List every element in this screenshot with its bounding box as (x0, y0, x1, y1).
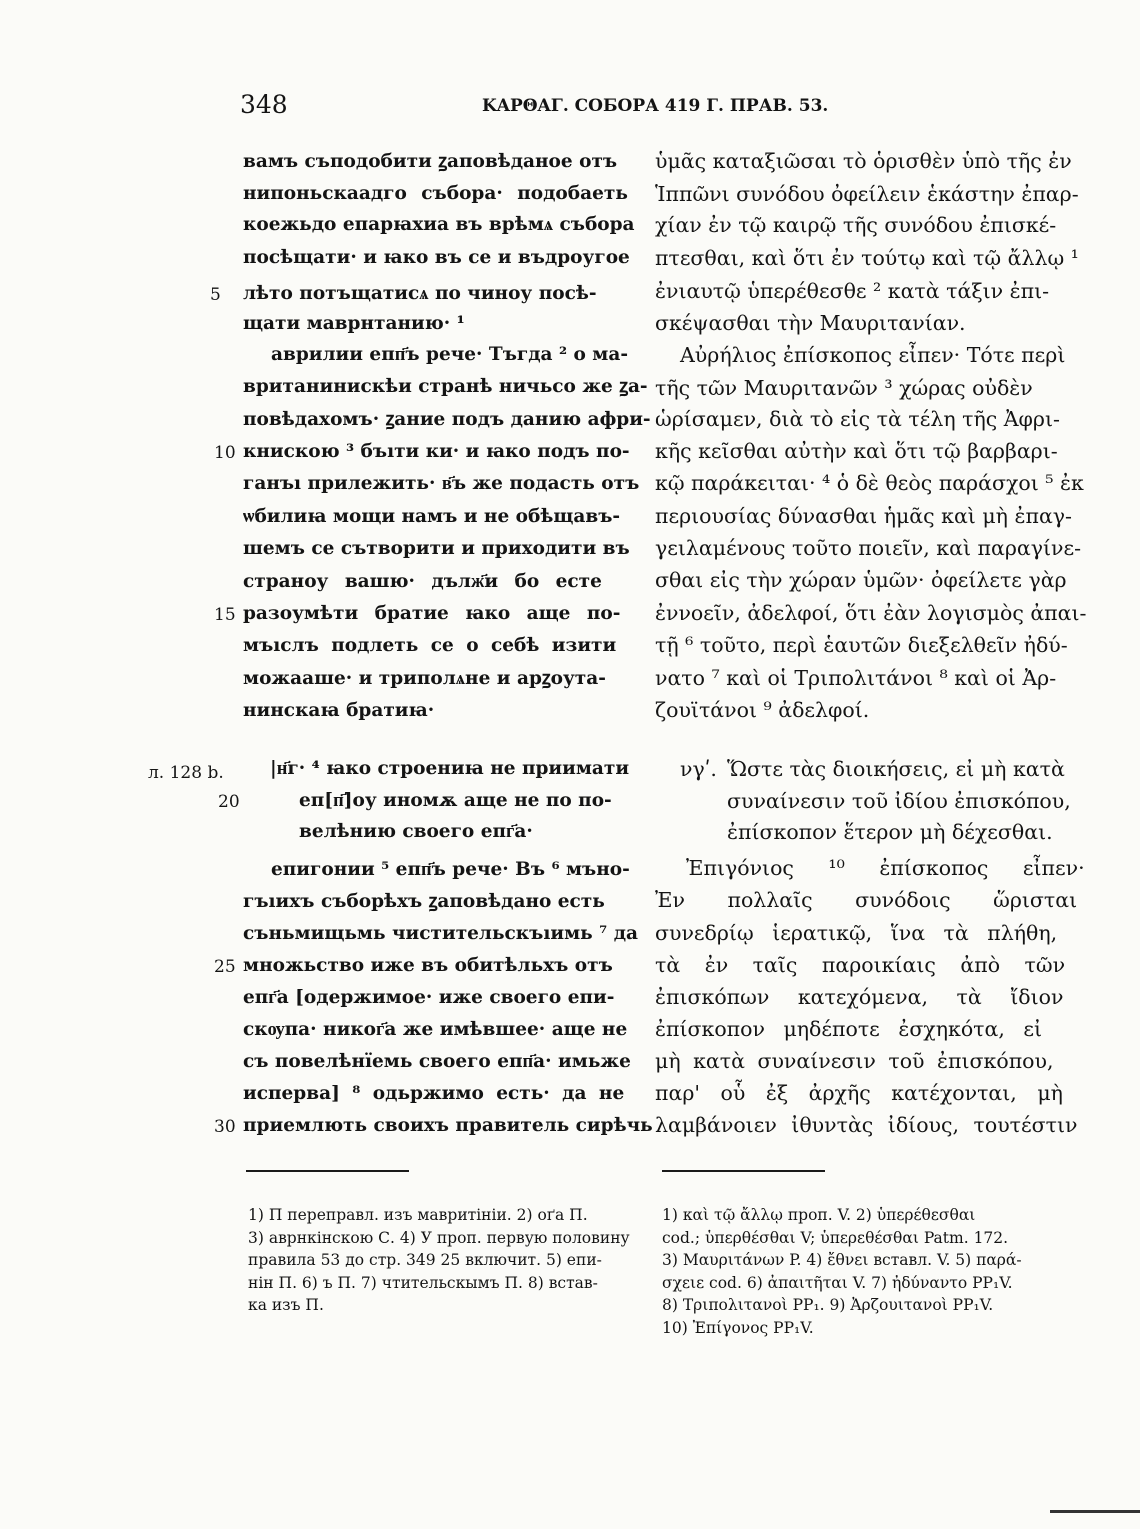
greek-line: σκέψασθαι τὴν Μαυριτανίαν. (655, 311, 966, 335)
greek-line: κῷ παράκειται· ⁴ ὁ δὲ θεὸς παράσχοι ⁵ ἐκ (655, 471, 1084, 495)
slavonic-line: множьство иже въ обитѣльхъ отъ (243, 955, 613, 976)
greek-line: μὴ κατὰ συναίνεσιν τοῦ ἐπισκόπου, (655, 1049, 1054, 1073)
slavonic-line: ганъı прилежить· в҃ъ же подасть отъ (243, 473, 640, 494)
line-number: 20 (218, 792, 240, 812)
slavonic-line: аврилии епп҃ъ рече· Тъгда ² о ма- (271, 344, 629, 365)
slavonic-section-heading: велѣнию своего епг҃а· (299, 821, 533, 842)
slavonic-line: посѣщати· и ꙗко въ се и въдроугое (243, 247, 630, 268)
greek-line: παρ' οὗ ἐξ ἀρχῆς κατέχονται, μὴ (655, 1081, 1063, 1105)
greek-line: χίαν ἐν τῷ καιρῷ τῆς συνόδου ἐπισκέ- (655, 213, 1057, 237)
footnotes-left (248, 1204, 633, 1317)
greek-line: ὑμᾶς καταξιῶσαι τὸ ὁρισθὲν ὑπὸ τῆς ἐν (655, 149, 1072, 173)
footnote-line: 1) καὶ τῷ ἄλλῳ проп. V. 2) ὑπερέθεσθαι (662, 1206, 976, 1224)
slavonic-line: вританинискѣи стpанѣ ничьсо же ꙁа- (243, 376, 648, 397)
slavonic-line: гъıихъ съборѣхъ ꙁаповѣдано есть (243, 891, 605, 912)
slavonic-line: ѡбилиꙗ мощи намъ и не обѣщавъ- (243, 506, 621, 527)
slavonic-line: приемлють своихъ правитель сирѣчь (243, 1115, 653, 1136)
greek-line: ἐπίσκοπον μηδέποτε ἐσχηκότα, εἰ (655, 1017, 1043, 1041)
greek-section-heading: ἐπίσκοπον ἕτερον μὴ δέχεσθαι. (727, 820, 1053, 844)
slavonic-line: книскою ³ бъıти ки· и ꙗко подъ по- (243, 441, 630, 462)
slavonic-line: нипоньскаадго съборa· подобаеть (243, 183, 628, 204)
footnote-line: σχειε cod. 6) ἀπαιτῆται V. 7) ἠδύναντο PP₁V. (662, 1273, 1013, 1292)
greek-section-heading: Ὥστε τὰς διοικήσεις, εἰ μὴ κατὰ (727, 757, 1065, 781)
slavonic-section-heading: еп[п҃]оу иномѫ аще не по по- (299, 790, 612, 811)
greek-line: ζουϊτάνοι ⁹ ἀδελφοί. (655, 698, 870, 722)
greek-line: ὡρίσαμεν, διὰ τὸ εἰς τὰ τέλη τῆς Ἀφρι- (655, 407, 1060, 431)
slavonic-line: разоумѣти братие ꙗко аще по- (243, 603, 621, 624)
greek-section-heading: συναίνεσιν τοῦ ἰδίου ἐπισκόπου, (727, 789, 1071, 813)
slavonic-line: съ повелѣнїемь своего епп҃а· имьже (243, 1051, 631, 1072)
slavonic-line: коежьдо епарꙗхиа въ врѣмѧ събора (243, 214, 635, 235)
slavonic-line: лѣто потъщатиcѧ по чиноу посѣ- (243, 283, 597, 304)
greek-line: ἐνιαυτῷ ὑπερέθεσθε ² κατὰ τάξιν ἐπι- (655, 279, 1050, 303)
slavonic-line: скѹпа· никог҃а же имѣвшее· аще не (243, 1019, 628, 1040)
line-number: 30 (214, 1117, 236, 1137)
footnote-line: 3) Μαυριτάνων P. 4) ἔθνει вставл. V. 5) παρά- (662, 1251, 1022, 1269)
footnote-rule-left (246, 1170, 409, 1172)
slavonic-line: мъıслъ подлеть се о себѣ изити (243, 635, 617, 656)
footnote-rule-right (662, 1170, 825, 1172)
slavonic-line: вамъ съподобити ꙁаповѣданое отъ (243, 151, 618, 172)
greek-section-number: νγʹ. (680, 757, 717, 781)
footnote-line: ка изъ П. (248, 1296, 324, 1314)
footnote-line: нін П. 6) ъ П. 7) чтительскымъ П. 8) встав- (248, 1273, 598, 1292)
page-number: 348 (240, 90, 288, 119)
slavonic-line: можааше· и триполѧне и арꙁоута- (243, 668, 606, 689)
footnote-line: 8) Τριπολιτανοὶ PP₁. 9) Ἀρζουιτανοὶ PP₁V. (662, 1296, 994, 1314)
line-number: 25 (214, 957, 236, 977)
slavonic-line: съньмищьмь чистительскъıимь ⁷ да (243, 923, 639, 944)
greek-line: Ἐπιγόνιος ¹⁰ ἐπίσκοπος εἶπεν· (686, 856, 1085, 880)
greek-line: τῇ ⁶ τοῦτο, περὶ ἑαυτῶν διεξελθεῖν ἠδύ- (655, 633, 1068, 657)
footnote-line: 1) П перепpавл. изъ мавритініи. 2) оґа П. (248, 1206, 588, 1224)
greek-line: περιουσίας δύνασθαι ἡμᾶς καὶ μὴ ἐπαγ- (655, 504, 1072, 528)
greek-line: ἐννοεῖν, ἀδελφοί, ὅτι ἐὰν λογισμὸς ἀπαι- (655, 601, 1087, 625)
footnote-line: правила 53 до стр. 349 25 включит. 5) епи- (248, 1251, 602, 1269)
slavonic-section-heading: |н҃г· ⁴ ꙗко строениꙗ не приимати (270, 758, 630, 779)
slavonic-line: щати маврнтанию· ¹ (243, 313, 465, 334)
slavonic-line: епигонии ⁵ епп҃ъ рече· Въ ⁶ мъно- (271, 859, 630, 880)
greek-line: σθαι εἰς τὴν χώραν ὑμῶν· ὀφείλετε γὰρ (655, 568, 1067, 592)
greek-line: ἐπισκόπων κατεχόμενα, τὰ ἴδιον (655, 985, 1064, 1009)
footnotes-right (662, 1204, 1052, 1339)
greek-line: Ἐν πολλαῖς συνόδοις ὥρισται (655, 888, 1078, 912)
slavonic-line: шемъ се сътворити и прихoдити въ (243, 538, 630, 559)
slavonic-line: епг҃а [одержимое· иже своего епи- (243, 987, 615, 1008)
slavonic-line: нинскаꙗ братиꙗ· (243, 700, 435, 721)
scan-edge-mark (1050, 1510, 1140, 1513)
greek-line: γειλαμένους τοῦτο ποιεῖν, καὶ παραγίνε- (655, 536, 1082, 560)
greek-line: τῆς τῶν Μαυριτανῶν ³ χώρας οὐδὲν (655, 376, 1033, 400)
slavonic-line: страноу вашю· дълж҃и бо есте (243, 571, 602, 592)
greek-line: πτεσθαι, καὶ ὅτι ἐν τούτῳ καὶ τῷ ἄλλῳ ¹ (655, 246, 1079, 270)
footnote-line: cod.; ὑπερθέσθαι V; ὑπερεθέσθαι Patm. 172. (662, 1228, 1009, 1247)
greek-line: τὰ ἐν ταῖς παροικίαις ἀπὸ τῶν (655, 953, 1066, 977)
line-number: 15 (214, 605, 236, 625)
line-number: 5 (210, 285, 221, 305)
footnote-line: 10) Ἐπίγονος PP₁V. (662, 1318, 814, 1337)
greek-line: λαμβάνοιεν ἰθυντὰς ἰδίους, τουτέστιν (655, 1113, 1078, 1137)
slavonic-line: испервa] ⁸ одьржимо есть· да не (243, 1083, 625, 1104)
folio-marker: л. 128 b. (148, 763, 224, 783)
greek-line: κῆς κεῖσθαι αὐτὴν καὶ ὅτι τῷ βαρβαρι- (655, 439, 1058, 463)
footnote-line: 3) аврнкінскою С. 4) У проп. первую половину (248, 1228, 630, 1247)
slavonic-line: повѣдахомъ· ꙁание подъ данию афри- (243, 409, 651, 430)
greek-line: Ἱππῶνι συνόδου ὀφείλειν ἑκάστην ἐπαρ- (655, 182, 1079, 206)
greek-line: συνεδρίῳ ἱερατικῷ, ἵνα τὰ πλήθη, (655, 921, 1058, 945)
greek-line: Αὐρήλιος ἐπίσκοπος εἶπεν· Τότε περὶ (680, 343, 1066, 367)
running-head: ΚΑΡΘΑΓ. СОБОРА 419 Г. ПРАВ. 53. (482, 96, 829, 116)
line-number: 10 (214, 443, 236, 463)
greek-line: νατο ⁷ καὶ οἱ Τριπολιτάνοι ⁸ καὶ οἱ Ἀρ- (655, 666, 1057, 690)
